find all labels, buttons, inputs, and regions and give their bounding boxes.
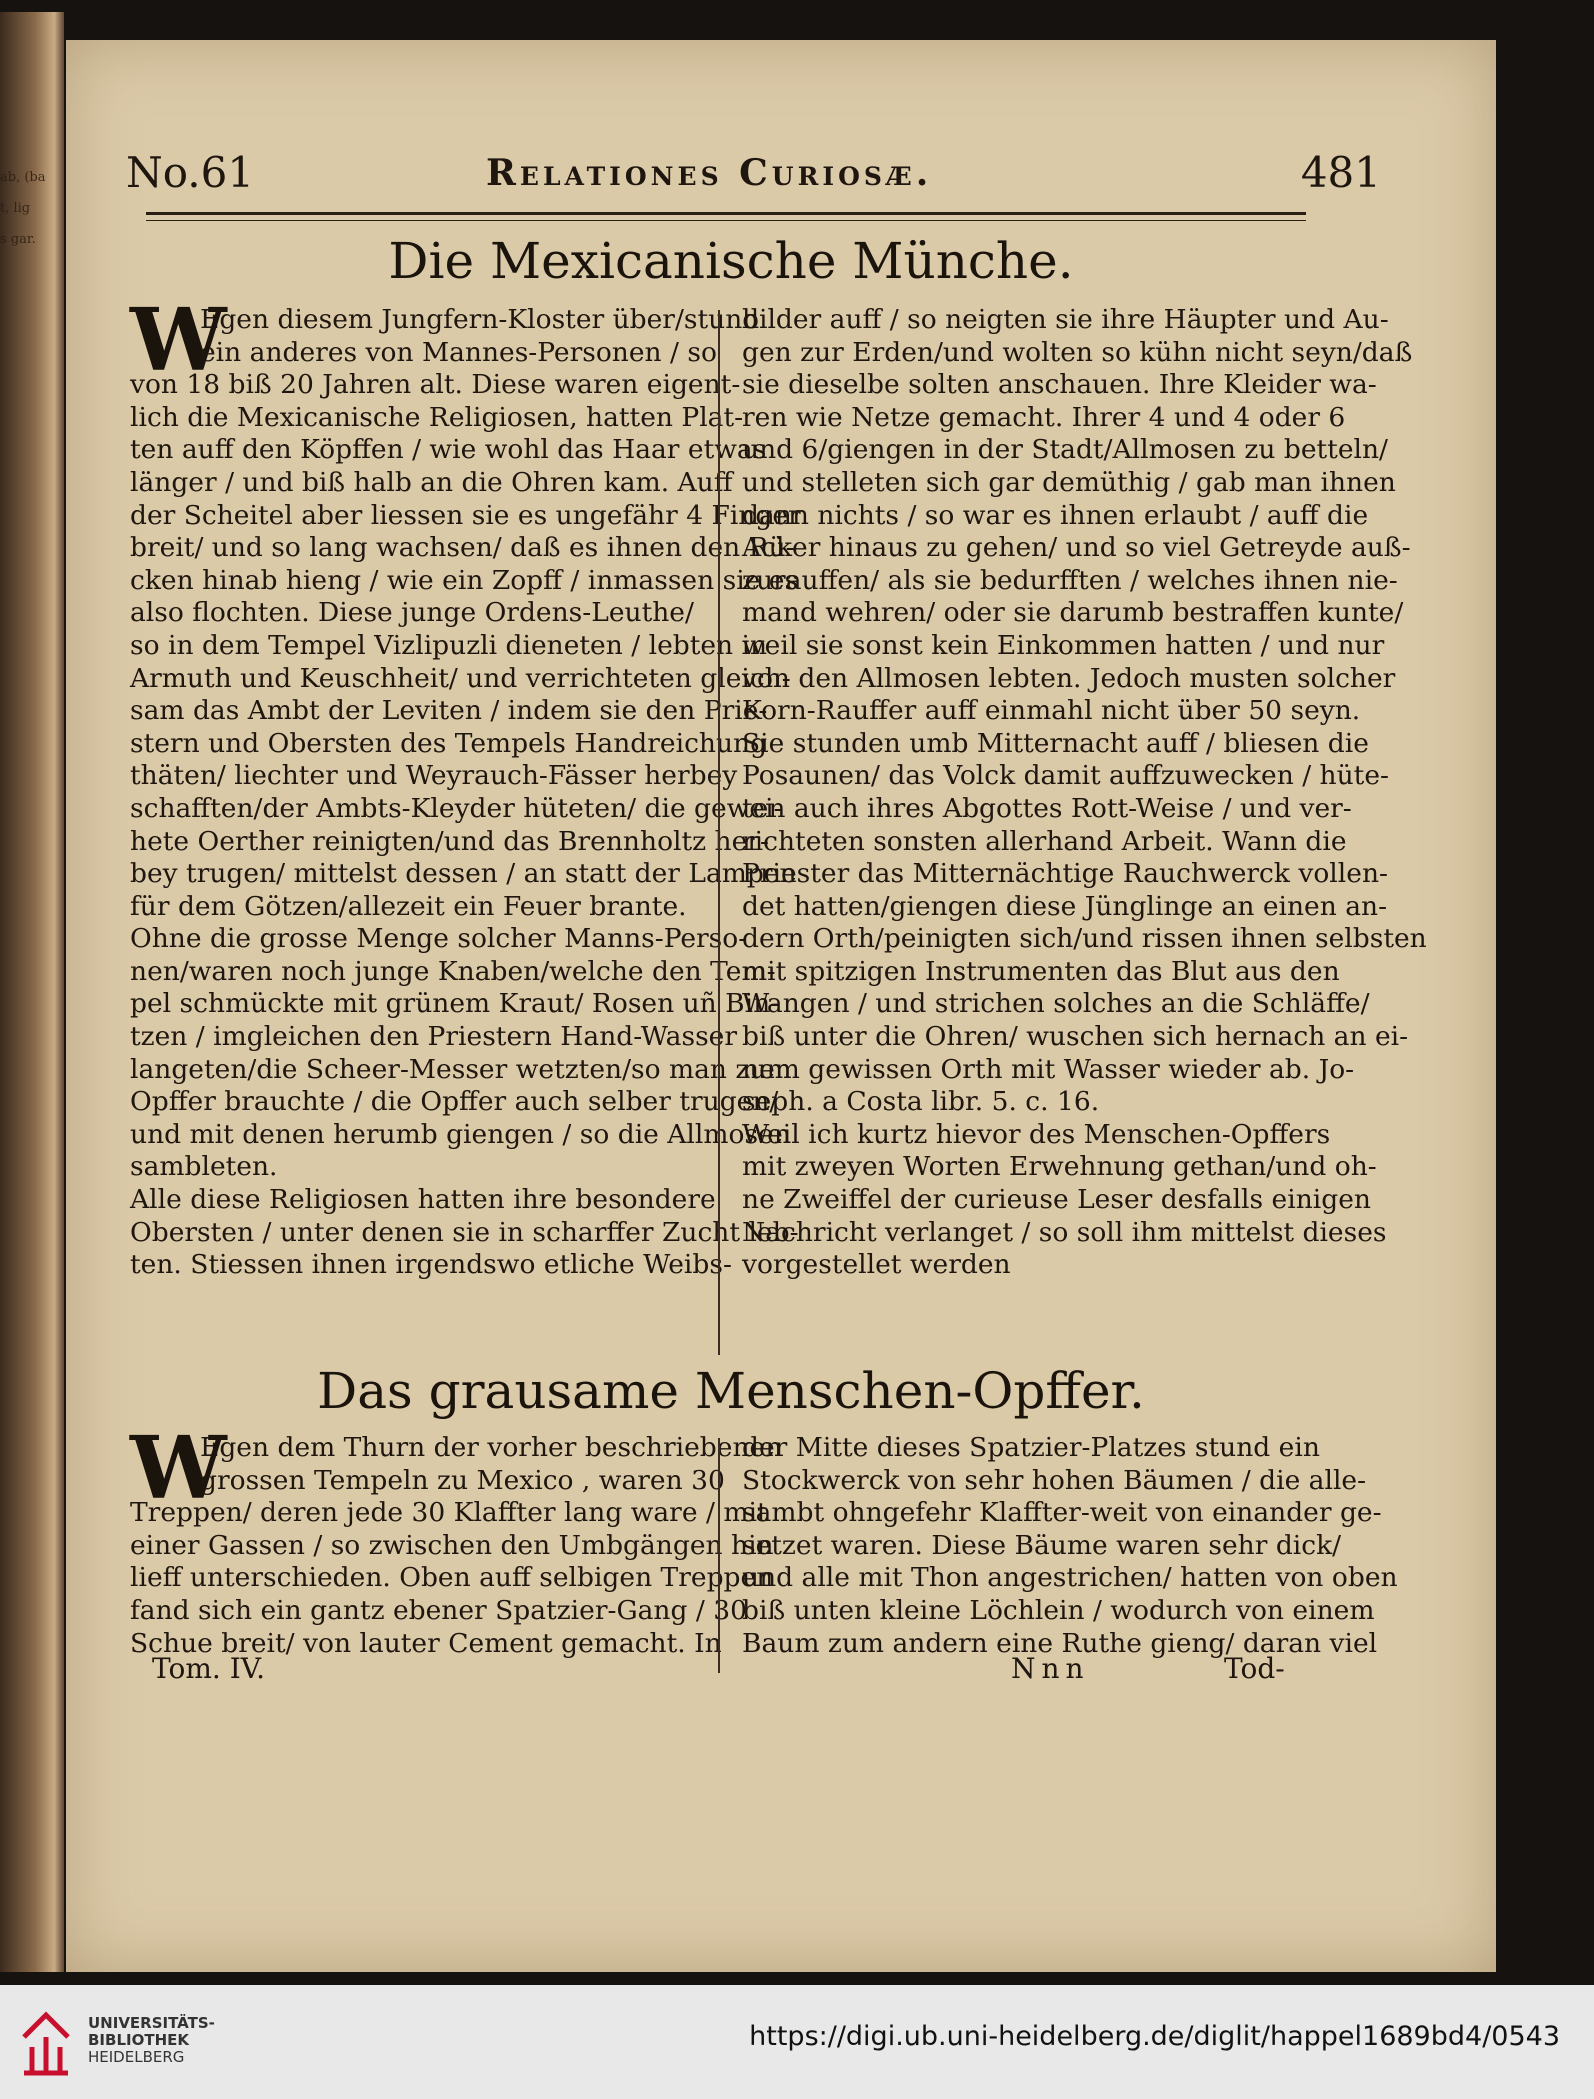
library-name-line3: HEIDELBERG [88, 2048, 185, 2066]
text-line: sambt ohngefehr Klaffter-weit von einander ge- [742, 1497, 1382, 1529]
article1-right-column [742, 304, 1427, 1282]
text-line: pel schmückte mit grünem Kraut/ Rosen uñ Bin- [130, 988, 780, 1020]
article-title-sacrifice: Das grausame Menschen-Opffer. [317, 1362, 1145, 1420]
library-name[interactable] [88, 2015, 215, 2066]
text-line: lieff unterschieden. Oben auff selbigen Treppen [130, 1562, 774, 1594]
library-name-line2: BIBLIOTHEK [88, 2031, 189, 2049]
text-line: der Scheitel aber liessen sie es ungefähr 4 Finger [130, 499, 801, 531]
text-line: nem gewissen Orth mit Wasser wieder ab. Jo- [742, 1053, 1355, 1085]
issue-number: No.61 [126, 148, 255, 197]
volume-mark: Tom. IV. [152, 1652, 265, 1685]
running-title: Relationes Curiosæ. [486, 152, 933, 194]
permalink-url[interactable]: https://digi.ub.uni-heidelberg.de/diglit/happel1689bd4/0543 [749, 2021, 1560, 2052]
ub-heidelberg-logo-icon[interactable] [18, 2007, 74, 2077]
header-rule [146, 212, 1306, 215]
fragment-line: t, lig [0, 201, 31, 216]
text-line: so in dem Tempel Vizlipuzli dieneten / lebten in [130, 629, 768, 661]
text-line: ren wie Netze gemacht. Ihrer 4 und 4 oder 6 [742, 401, 1346, 433]
text-line: Egen diesem Jungfern-Kloster über/stund [200, 304, 760, 335]
text-line: bey trugen/ mittelst dessen / an statt der Lampen [130, 858, 797, 890]
text-line: zurauffen/ als sie bedurfften / welches ihnen nie- [742, 564, 1398, 596]
text-line: richteten sonsten allerhand Arbeit. Wann die [742, 825, 1347, 857]
text-line: gen zur Erden/und wolten so kühn nicht seyn/daß [742, 336, 1413, 368]
text-line: ne Zweiffel der curieuse Leser desfalls einigen [742, 1184, 1371, 1216]
text-line: von 18 biß 20 Jahren alt. Diese waren eigent- [130, 369, 741, 401]
text-line: weil sie sonst kein Einkommen hatten / und nur [742, 629, 1385, 661]
text-line: fand sich ein gantz ebener Spatzier-Gang / 30 [130, 1594, 747, 1626]
text-line: mit spitzigen Instrumenten das Blut aus den [742, 955, 1340, 987]
text-line: det hatten/giengen diese Jünglinge an einen an- [742, 890, 1388, 922]
text-line: langeten/die Scheer-Messer wetzten/so man zum [130, 1053, 792, 1085]
book-page [66, 40, 1496, 1972]
running-header [126, 148, 1381, 198]
text-line: vorgestellet werden [742, 1249, 1011, 1281]
text-line: länger / und biß halb an die Ohren kam. Auff [130, 466, 733, 498]
dropcap-monks: W [130, 290, 227, 391]
text-line: seph. a Costa libr. 5. c. 16. [742, 1086, 1100, 1118]
text-line: mand wehren/ oder sie darumb bestraffen kunte/ [742, 597, 1404, 629]
text-line: Wangen / und strichen solches an die Schläffe/ [742, 988, 1370, 1020]
text-line: lich die Mexicanische Religiosen, hatten Plat- [130, 401, 744, 433]
page-number: 481 [1300, 148, 1381, 197]
signature-mark: Nnn [1011, 1652, 1090, 1685]
fragment-line: ab, (ba [0, 170, 46, 185]
facing-page-edge [0, 12, 64, 1972]
text-line: biß unter die Ohren/ wuschen sich hernach an ei- [742, 1021, 1409, 1053]
text-line: Armuth und Keuschheit/ und verrichteten gleich- [130, 662, 791, 694]
text-line: nen/waren noch junge Knaben/welche den Tem- [130, 955, 776, 987]
text-line: einer Gassen / so zwischen den Umbgängen hin [130, 1529, 774, 1561]
text-line: sam das Ambt der Leviten / indem sie den Prie- [130, 695, 768, 727]
facing-page-fragments [0, 162, 60, 255]
text-line: der Mitte dieses Spatzier-Platzes stund ein [742, 1432, 1320, 1463]
header-rule-thin [146, 220, 1306, 221]
text-line: Priester das Mitternächtige Rauchwerck vollen- [742, 858, 1388, 890]
text-line: bilder auff / so neigten sie ihre Häupter und Au- [742, 304, 1389, 335]
text-line: also flochten. Diese junge Ordens-Leuthe/ [130, 597, 694, 629]
text-line: für dem Götzen/allezeit ein Feuer brante. [130, 890, 687, 922]
text-line: grossen Tempeln zu Mexico , waren 30 [200, 1464, 725, 1496]
dropcap-sacrifice: W [130, 1418, 227, 1519]
column-divider-2 [718, 1438, 720, 1673]
text-line: cken hinab hieng / wie ein Zopff / inmassen sie es [130, 564, 799, 596]
text-line: und mit denen herumb giengen / so die Allmosen [130, 1118, 791, 1150]
text-line: Schue breit/ von lauter Cement gemacht. In [130, 1627, 722, 1659]
article2-right-column [742, 1432, 1398, 1660]
column-divider-1 [718, 310, 720, 1355]
text-line: sambleten. [130, 1151, 278, 1183]
text-line: Stockwerck von sehr hohen Bäumen / die alle- [742, 1464, 1367, 1496]
text-line: Alle diese Religiosen hatten ihre besondere [130, 1184, 716, 1216]
catchword: Tod- [1224, 1652, 1285, 1685]
text-line: Opffer brauchte / die Opffer auch selber trugen/ [130, 1086, 779, 1118]
text-line: Korn-Rauffer auff einmahl nicht über 50 seyn. [742, 695, 1361, 727]
article2-left-column [130, 1432, 782, 1660]
text-line: ten. Stiessen ihnen irgendswo etliche Weibs- [130, 1249, 732, 1281]
text-line: hete Oerther reinigten/und das Brennholtz her- [130, 825, 769, 857]
text-line: Nachricht verlanget / so soll ihm mittelst dieses [742, 1216, 1387, 1248]
text-line: dann nichts / so war es ihnen erlaubt / auff die [742, 499, 1369, 531]
text-line: biß unten kleine Löchlein / wodurch von einem [742, 1594, 1375, 1626]
text-line: ein anderes von Mannes-Personen / so [200, 336, 717, 368]
text-line: Weil ich kurtz hievor des Menschen-Opffers [742, 1118, 1331, 1150]
text-line: schafften/der Ambts-Kleyder hüteten/ die gewei- [130, 792, 783, 824]
text-line: stern und Obersten des Tempels Handreichung [130, 727, 768, 759]
text-line: Acker hinaus zu gehen/ und so viel Getreyde auß- [742, 532, 1411, 564]
article1-left-column [130, 304, 801, 1282]
text-line: ten auff den Köpffen / wie wohl das Haar etwas [130, 434, 767, 466]
text-line: und 6/giengen in der Stadt/Allmosen zu betteln/ [742, 434, 1388, 466]
text-line: Obersten / unter denen sie in scharffer Zucht leb- [130, 1216, 799, 1248]
text-line: Posaunen/ das Volck damit auffzuwecken / hüte- [742, 760, 1389, 792]
text-line: Ohne die grosse Menge solcher Manns-Perso- [130, 923, 748, 955]
text-line: Treppen/ deren jede 30 Klaffter lang ware / mit [130, 1497, 768, 1529]
text-line: Egen dem Thurn der vorher beschriebenen [200, 1432, 783, 1463]
text-line: und alle mit Thon angestrichen/ hatten von oben [742, 1562, 1398, 1594]
text-line: Baum zum andern eine Ruthe gieng/ daran viel [742, 1627, 1378, 1659]
library-name-line1: UNIVERSITÄTS- [88, 2014, 215, 2032]
fragment-line: s gar. [0, 232, 36, 247]
text-line: ten auch ihres Abgottes Rott-Weise / und ver- [742, 792, 1352, 824]
article-title-monks: Die Mexicanische Münche. [388, 232, 1074, 290]
text-line: dern Orth/peinigten sich/und rissen ihnen selbsten [742, 923, 1427, 955]
text-line: Sie stunden umb Mitternacht auff / bliesen die [742, 727, 1369, 759]
text-line: thäten/ liechter und Weyrauch-Fässer herbey [130, 760, 738, 792]
text-line: mit zweyen Worten Erwehnung gethan/und oh- [742, 1151, 1377, 1183]
text-line: sie dieselbe solten anschauen. Ihre Kleider wa- [742, 369, 1377, 401]
text-line: setzet waren. Diese Bäume waren sehr dick/ [742, 1529, 1342, 1561]
text-line: tzen / imgleichen den Priestern Hand-Wasser [130, 1021, 738, 1053]
text-line: breit/ und so lang wachsen/ daß es ihnen den Rü- [130, 532, 795, 564]
text-line: und stelleten sich gar demüthig / gab man ihnen [742, 466, 1396, 498]
library-footer [0, 1985, 1594, 2099]
text-line: von den Allmosen lebten. Jedoch musten solcher [742, 662, 1396, 694]
